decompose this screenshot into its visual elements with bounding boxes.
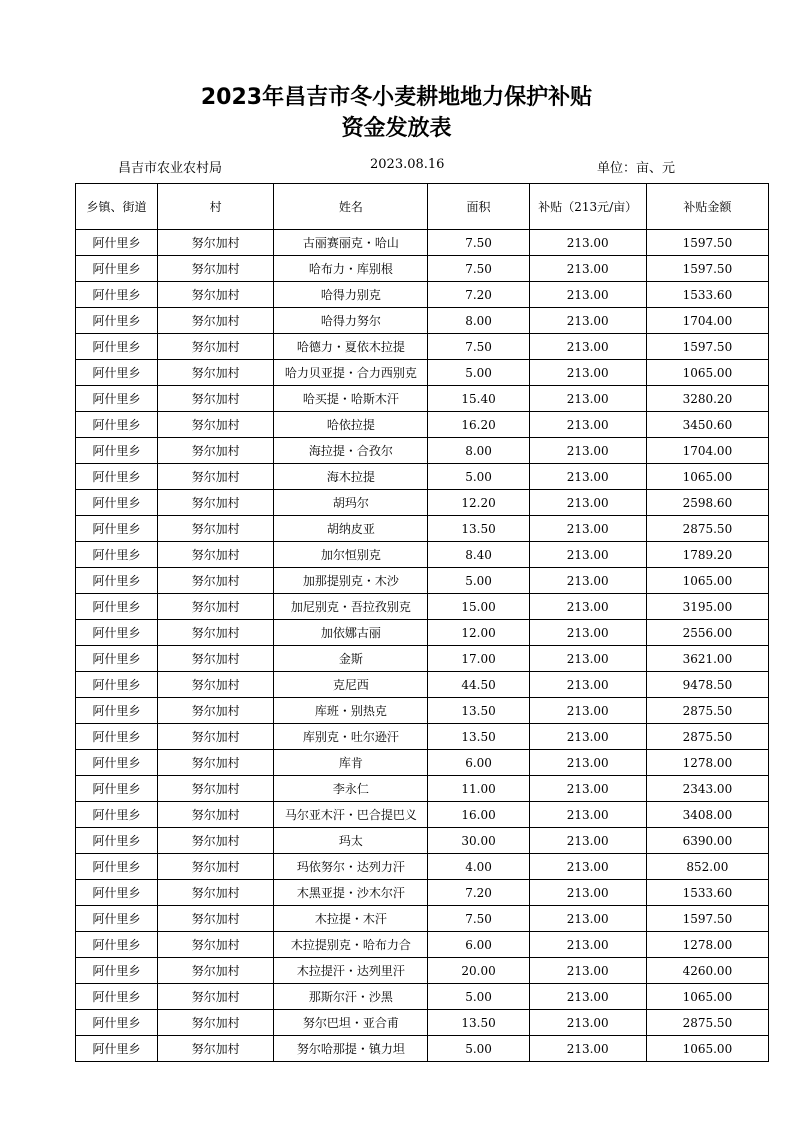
area-cell: 20.00 [428,958,529,984]
area-cell: 7.20 [428,880,529,906]
table-row [76,230,769,256]
amount-cell: 3280.20 [646,386,768,412]
name-cell: 那斯尔汗・沙黑 [274,984,428,1010]
township-cell: 阿什里乡 [76,828,158,854]
column-header-subsidy-amount: 补贴金额 [646,184,768,230]
village-cell: 努尔加村 [158,308,274,334]
village-cell: 努尔加村 [158,490,274,516]
rate-cell: 213.00 [529,308,646,334]
area-cell: 8.00 [428,308,529,334]
rate-cell: 213.00 [529,412,646,438]
table-row [76,854,769,880]
table-row [76,464,769,490]
area-cell: 16.20 [428,412,529,438]
area-cell: 13.50 [428,698,529,724]
table-row [76,620,769,646]
table-row [76,516,769,542]
amount-cell: 1597.50 [646,906,768,932]
table-row [76,646,769,672]
area-cell: 16.00 [428,802,529,828]
township-cell: 阿什里乡 [76,646,158,672]
village-cell: 努尔加村 [158,828,274,854]
amount-cell: 1065.00 [646,1036,768,1062]
unit-label: 单位：亩、元 [597,161,676,176]
name-cell: 木拉提汗・达列里汗 [274,958,428,984]
table-row [76,984,769,1010]
amount-cell: 6390.00 [646,828,768,854]
rate-cell: 213.00 [529,516,646,542]
name-cell: 金斯 [274,646,428,672]
township-cell: 阿什里乡 [76,412,158,438]
village-cell: 努尔加村 [158,1036,274,1062]
name-cell: 努尔哈那提・镇力坦 [274,1036,428,1062]
document-subtitle: 资金发放表 [341,116,452,141]
table-row [76,594,769,620]
rate-cell: 213.00 [529,568,646,594]
amount-cell: 1597.50 [646,256,768,282]
table-row [76,906,769,932]
village-cell: 努尔加村 [158,438,274,464]
table-row [76,334,769,360]
area-cell: 12.00 [428,620,529,646]
amount-cell: 3195.00 [646,594,768,620]
area-cell: 8.00 [428,438,529,464]
name-cell: 加依娜古丽 [274,620,428,646]
rate-cell: 213.00 [529,542,646,568]
rate-cell: 213.00 [529,256,646,282]
village-cell: 努尔加村 [158,594,274,620]
amount-cell: 4260.00 [646,958,768,984]
name-cell: 木拉提别克・哈布力合 [274,932,428,958]
township-cell: 阿什里乡 [76,464,158,490]
amount-cell: 1704.00 [646,308,768,334]
township-cell: 阿什里乡 [76,230,158,256]
name-cell: 木黑亚提・沙木尔汗 [274,880,428,906]
area-cell: 17.00 [428,646,529,672]
township-cell: 阿什里乡 [76,568,158,594]
amount-cell: 1533.60 [646,880,768,906]
area-cell: 30.00 [428,828,529,854]
township-cell: 阿什里乡 [76,360,158,386]
township-cell: 阿什里乡 [76,1010,158,1036]
table-row [76,1010,769,1036]
village-cell: 努尔加村 [158,282,274,308]
amount-cell: 1065.00 [646,984,768,1010]
rate-cell: 213.00 [529,880,646,906]
rate-cell: 213.00 [529,802,646,828]
rate-cell: 213.00 [529,1010,646,1036]
area-cell: 15.00 [428,594,529,620]
table-row [76,672,769,698]
village-cell: 努尔加村 [158,776,274,802]
amount-cell: 2556.00 [646,620,768,646]
table-body [76,230,769,1062]
rate-cell: 213.00 [529,724,646,750]
rate-cell: 213.00 [529,386,646,412]
name-cell: 库别克・吐尔逊汗 [274,724,428,750]
amount-cell: 1065.00 [646,464,768,490]
amount-cell: 9478.50 [646,672,768,698]
village-cell: 努尔加村 [158,984,274,1010]
area-cell: 5.00 [428,984,529,1010]
township-cell: 阿什里乡 [76,282,158,308]
rate-cell: 213.00 [529,490,646,516]
area-cell: 7.50 [428,256,529,282]
amount-cell: 1065.00 [646,568,768,594]
township-cell: 阿什里乡 [76,724,158,750]
township-cell: 阿什里乡 [76,672,158,698]
village-cell: 努尔加村 [158,516,274,542]
township-cell: 阿什里乡 [76,490,158,516]
area-cell: 7.50 [428,230,529,256]
amount-cell: 1597.50 [646,230,768,256]
township-cell: 阿什里乡 [76,854,158,880]
issuing-department: 昌吉市农业农村局 [118,161,223,176]
rate-cell: 213.00 [529,620,646,646]
name-cell: 库班・别热克 [274,698,428,724]
village-cell: 努尔加村 [158,646,274,672]
rate-cell: 213.00 [529,1036,646,1062]
area-cell: 6.00 [428,932,529,958]
column-header-area: 面积 [428,184,529,230]
name-cell: 库肯 [274,750,428,776]
area-cell: 13.50 [428,724,529,750]
name-cell: 哈得力别克 [274,282,428,308]
township-cell: 阿什里乡 [76,620,158,646]
amount-cell: 2598.60 [646,490,768,516]
amount-cell: 1065.00 [646,360,768,386]
amount-cell: 3621.00 [646,646,768,672]
amount-cell: 1533.60 [646,282,768,308]
table-row [76,724,769,750]
table-header-row [76,184,769,230]
village-cell: 努尔加村 [158,360,274,386]
column-header-subsidy-rate: 补贴（213元/亩） [529,184,646,230]
area-cell: 7.20 [428,282,529,308]
area-cell: 12.20 [428,490,529,516]
village-cell: 努尔加村 [158,412,274,438]
village-cell: 努尔加村 [158,334,274,360]
village-cell: 努尔加村 [158,750,274,776]
area-cell: 5.00 [428,1036,529,1062]
amount-cell: 2875.50 [646,724,768,750]
village-cell: 努尔加村 [158,802,274,828]
table-row [76,542,769,568]
rate-cell: 213.00 [529,828,646,854]
village-cell: 努尔加村 [158,932,274,958]
name-cell: 克尼西 [274,672,428,698]
name-cell: 哈德力・夏依木拉提 [274,334,428,360]
rate-cell: 213.00 [529,984,646,1010]
township-cell: 阿什里乡 [76,880,158,906]
table-row [76,308,769,334]
amount-cell: 1278.00 [646,750,768,776]
column-header-village: 村 [158,184,274,230]
township-cell: 阿什里乡 [76,698,158,724]
rate-cell: 213.00 [529,906,646,932]
table-row [76,282,769,308]
name-cell: 胡玛尔 [274,490,428,516]
table-row [76,360,769,386]
name-cell: 玛依努尔・达列力汗 [274,854,428,880]
table-row [76,802,769,828]
amount-cell: 1597.50 [646,334,768,360]
rate-cell: 213.00 [529,776,646,802]
name-cell: 海木拉提 [274,464,428,490]
village-cell: 努尔加村 [158,256,274,282]
rate-cell: 213.00 [529,334,646,360]
township-cell: 阿什里乡 [76,776,158,802]
amount-cell: 2875.50 [646,516,768,542]
amount-cell: 1278.00 [646,932,768,958]
name-cell: 胡纳皮亚 [274,516,428,542]
table-row [76,828,769,854]
township-cell: 阿什里乡 [76,308,158,334]
name-cell: 海拉提・合孜尔 [274,438,428,464]
village-cell: 努尔加村 [158,724,274,750]
rate-cell: 213.00 [529,464,646,490]
area-cell: 13.50 [428,1010,529,1036]
village-cell: 努尔加村 [158,854,274,880]
rate-cell: 213.00 [529,282,646,308]
table-row [76,386,769,412]
village-cell: 努尔加村 [158,542,274,568]
area-cell: 11.00 [428,776,529,802]
village-cell: 努尔加村 [158,568,274,594]
name-cell: 李永仁 [274,776,428,802]
name-cell: 加尔恒别克 [274,542,428,568]
name-cell: 古丽赛丽克・哈山 [274,230,428,256]
rate-cell: 213.00 [529,958,646,984]
township-cell: 阿什里乡 [76,750,158,776]
table-row [76,776,769,802]
amount-cell: 2875.50 [646,698,768,724]
area-cell: 5.00 [428,360,529,386]
township-cell: 阿什里乡 [76,438,158,464]
document-title: 2023年昌吉市冬小麦耕地地力保护补贴 [200,85,593,110]
village-cell: 努尔加村 [158,1010,274,1036]
village-cell: 努尔加村 [158,672,274,698]
township-cell: 阿什里乡 [76,542,158,568]
rate-cell: 213.00 [529,854,646,880]
name-cell: 哈力贝亚提・合力西别克 [274,360,428,386]
township-cell: 阿什里乡 [76,594,158,620]
rate-cell: 213.00 [529,360,646,386]
rate-cell: 213.00 [529,750,646,776]
amount-cell: 1789.20 [646,542,768,568]
subsidy-table [75,183,769,1062]
township-cell: 阿什里乡 [76,958,158,984]
township-cell: 阿什里乡 [76,256,158,282]
township-cell: 阿什里乡 [76,334,158,360]
area-cell: 7.50 [428,334,529,360]
issue-date: 2023.08.16 [370,157,445,172]
table-row [76,750,769,776]
table-row [76,412,769,438]
township-cell: 阿什里乡 [76,906,158,932]
name-cell: 哈得力努尔 [274,308,428,334]
township-cell: 阿什里乡 [76,1036,158,1062]
township-cell: 阿什里乡 [76,516,158,542]
village-cell: 努尔加村 [158,464,274,490]
rate-cell: 213.00 [529,932,646,958]
rate-cell: 213.00 [529,230,646,256]
amount-cell: 2875.50 [646,1010,768,1036]
name-cell: 哈依拉提 [274,412,428,438]
area-cell: 5.00 [428,568,529,594]
name-cell: 马尔亚木汗・巴合提巴义 [274,802,428,828]
area-cell: 4.00 [428,854,529,880]
amount-cell: 3450.60 [646,412,768,438]
area-cell: 5.00 [428,464,529,490]
village-cell: 努尔加村 [158,880,274,906]
village-cell: 努尔加村 [158,698,274,724]
area-cell: 15.40 [428,386,529,412]
rate-cell: 213.00 [529,594,646,620]
name-cell: 加尼别克・吾拉孜别克 [274,594,428,620]
table-row [76,698,769,724]
area-cell: 13.50 [428,516,529,542]
name-cell: 哈布力・库别根 [274,256,428,282]
township-cell: 阿什里乡 [76,386,158,412]
name-cell: 哈买提・哈斯木汗 [274,386,428,412]
name-cell: 玛太 [274,828,428,854]
table-row [76,568,769,594]
rate-cell: 213.00 [529,646,646,672]
village-cell: 努尔加村 [158,620,274,646]
name-cell: 加那提别克・木沙 [274,568,428,594]
column-header-township: 乡镇、街道 [76,184,158,230]
area-cell: 8.40 [428,542,529,568]
table-row [76,438,769,464]
township-cell: 阿什里乡 [76,984,158,1010]
area-cell: 7.50 [428,906,529,932]
name-cell: 木拉提・木汗 [274,906,428,932]
amount-cell: 2343.00 [646,776,768,802]
area-cell: 6.00 [428,750,529,776]
table-row [76,932,769,958]
village-cell: 努尔加村 [158,958,274,984]
township-cell: 阿什里乡 [76,802,158,828]
name-cell: 努尔巴坦・亚合甫 [274,1010,428,1036]
table-row [76,958,769,984]
rate-cell: 213.00 [529,698,646,724]
village-cell: 努尔加村 [158,906,274,932]
rate-cell: 213.00 [529,672,646,698]
table-row [76,490,769,516]
table-row [76,1036,769,1062]
amount-cell: 1704.00 [646,438,768,464]
rate-cell: 213.00 [529,438,646,464]
township-cell: 阿什里乡 [76,932,158,958]
village-cell: 努尔加村 [158,230,274,256]
table-row [76,256,769,282]
village-cell: 努尔加村 [158,386,274,412]
column-header-name: 姓名 [274,184,428,230]
amount-cell: 3408.00 [646,802,768,828]
area-cell: 44.50 [428,672,529,698]
table-row [76,880,769,906]
amount-cell: 852.00 [646,854,768,880]
